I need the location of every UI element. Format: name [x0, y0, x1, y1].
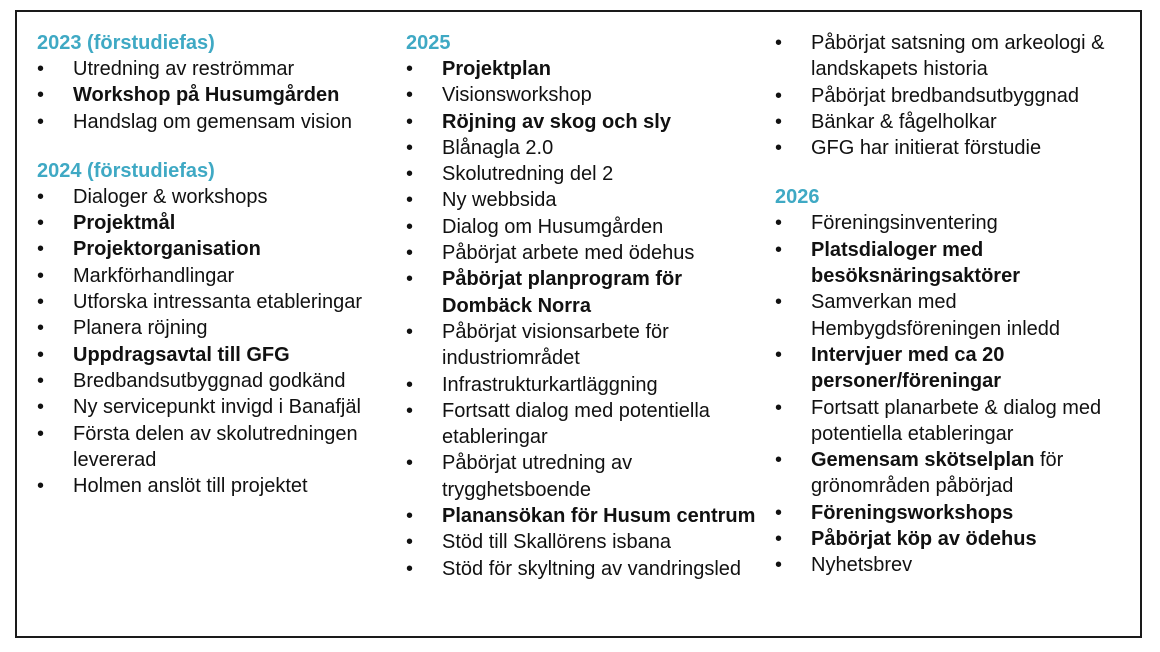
list-item: • Påbörjat satsning om arkeologi & landskapets historia — [775, 32, 1105, 81]
list-item: • Intervjuer med ca 20 personer/föreningar — [775, 343, 1005, 393]
section-heading: 2024 (förstudiefas) — [37, 159, 215, 182]
list-item: • Utforska intressanta etableringar — [37, 291, 363, 314]
list-item: • Uppdragsavtal till GFG — [37, 343, 290, 366]
section-2026 — [775, 184, 1135, 578]
section-2024 — [37, 158, 397, 500]
list-item: • Holmen anslöt till projektet — [37, 475, 308, 498]
item-list — [775, 30, 1135, 161]
section-2025 — [406, 30, 766, 582]
list-item: • Röjning av skog och sly — [406, 110, 671, 133]
list-item: • Blånagla 2.0 — [406, 136, 554, 159]
list-item: • Påbörjat bredbandsutbyggnad — [775, 84, 1079, 107]
list-item: • Bredbandsutbyggnad godkänd — [37, 369, 346, 392]
list-item: • Dialog om Husumgården — [406, 215, 664, 238]
list-item: • GFG har initierat förstudie — [775, 137, 1042, 160]
list-item: • Visionsworkshop — [406, 84, 592, 107]
list-item: • Projektmål — [37, 212, 176, 235]
list-item: • Platsdialoger med besöksnäringsaktörer — [775, 238, 1020, 288]
list-item: • Stöd till Skallörens isbana — [406, 531, 672, 554]
list-item: • Föreningsinventering — [775, 212, 998, 235]
section-2023 — [37, 30, 397, 135]
list-item: • Fortsatt dialog med potentiella etableringar — [406, 399, 710, 449]
list-item: • Stöd för skyltning av vandringsled — [406, 557, 742, 580]
column-3 — [775, 30, 1135, 602]
item-list — [37, 184, 397, 500]
list-item: • Planansökan för Husum centrum — [406, 505, 756, 528]
list-item: • Första delen av skolutredningen levererad — [37, 422, 358, 471]
list-item: • Workshop på Husumgården — [37, 84, 340, 107]
list-item: • Påbörjat planprogram för Dombäck Norra — [406, 268, 683, 317]
list-item: • Dialoger & workshops — [37, 185, 268, 208]
list-item: • Ny webbsida — [406, 189, 557, 212]
list-item: • Nyhetsbrev — [775, 554, 913, 577]
list-item: • Infrastrukturkartläggning — [406, 373, 658, 396]
list-item: • Påbörjat visionsarbete för industriområdet — [406, 320, 669, 370]
list-item: • Påbörjat köp av ödehus — [775, 528, 1037, 551]
list-item: • Skolutredning del 2 — [406, 163, 614, 186]
list-item: • Påbörjat utredning av trygghetsboende — [406, 452, 633, 501]
list-item: • Planera röjning — [37, 317, 208, 340]
item-list — [37, 56, 397, 135]
list-item: • Projektplan — [406, 58, 551, 80]
section-2025-continued — [775, 30, 1135, 161]
column-1 — [37, 30, 397, 522]
list-item: • Markförhandlingar — [37, 264, 235, 287]
list-item: • Handslag om gemensam vision — [37, 110, 353, 133]
list-item: • Påbörjat arbete med ödehus — [406, 242, 695, 265]
list-item: • Utredning av reströmmar — [37, 58, 295, 80]
section-heading: 2023 (förstudiefas) — [37, 32, 215, 54]
list-item: • Bänkar & fågelholkar — [775, 110, 997, 133]
section-heading: 2025 — [406, 32, 451, 54]
list-item: • Samverkan med Hembygdsföreningen inledd — [775, 291, 1061, 340]
column-2 — [406, 30, 766, 605]
list-item: • Gemensam skötselplan för grönområden påbörjad — [775, 449, 1064, 498]
item-list — [775, 210, 1135, 578]
list-item: • Ny servicepunkt invigd i Banafjäl — [37, 396, 361, 419]
section-heading: 2026 — [775, 186, 820, 209]
list-item: • Fortsatt planarbete & dialog med potentiella etableringar — [775, 396, 1102, 445]
list-item: • Föreningsworkshops — [775, 501, 1014, 524]
list-item: • Projektorganisation — [37, 238, 261, 261]
item-list — [406, 56, 766, 582]
timeline-frame — [15, 10, 1142, 638]
